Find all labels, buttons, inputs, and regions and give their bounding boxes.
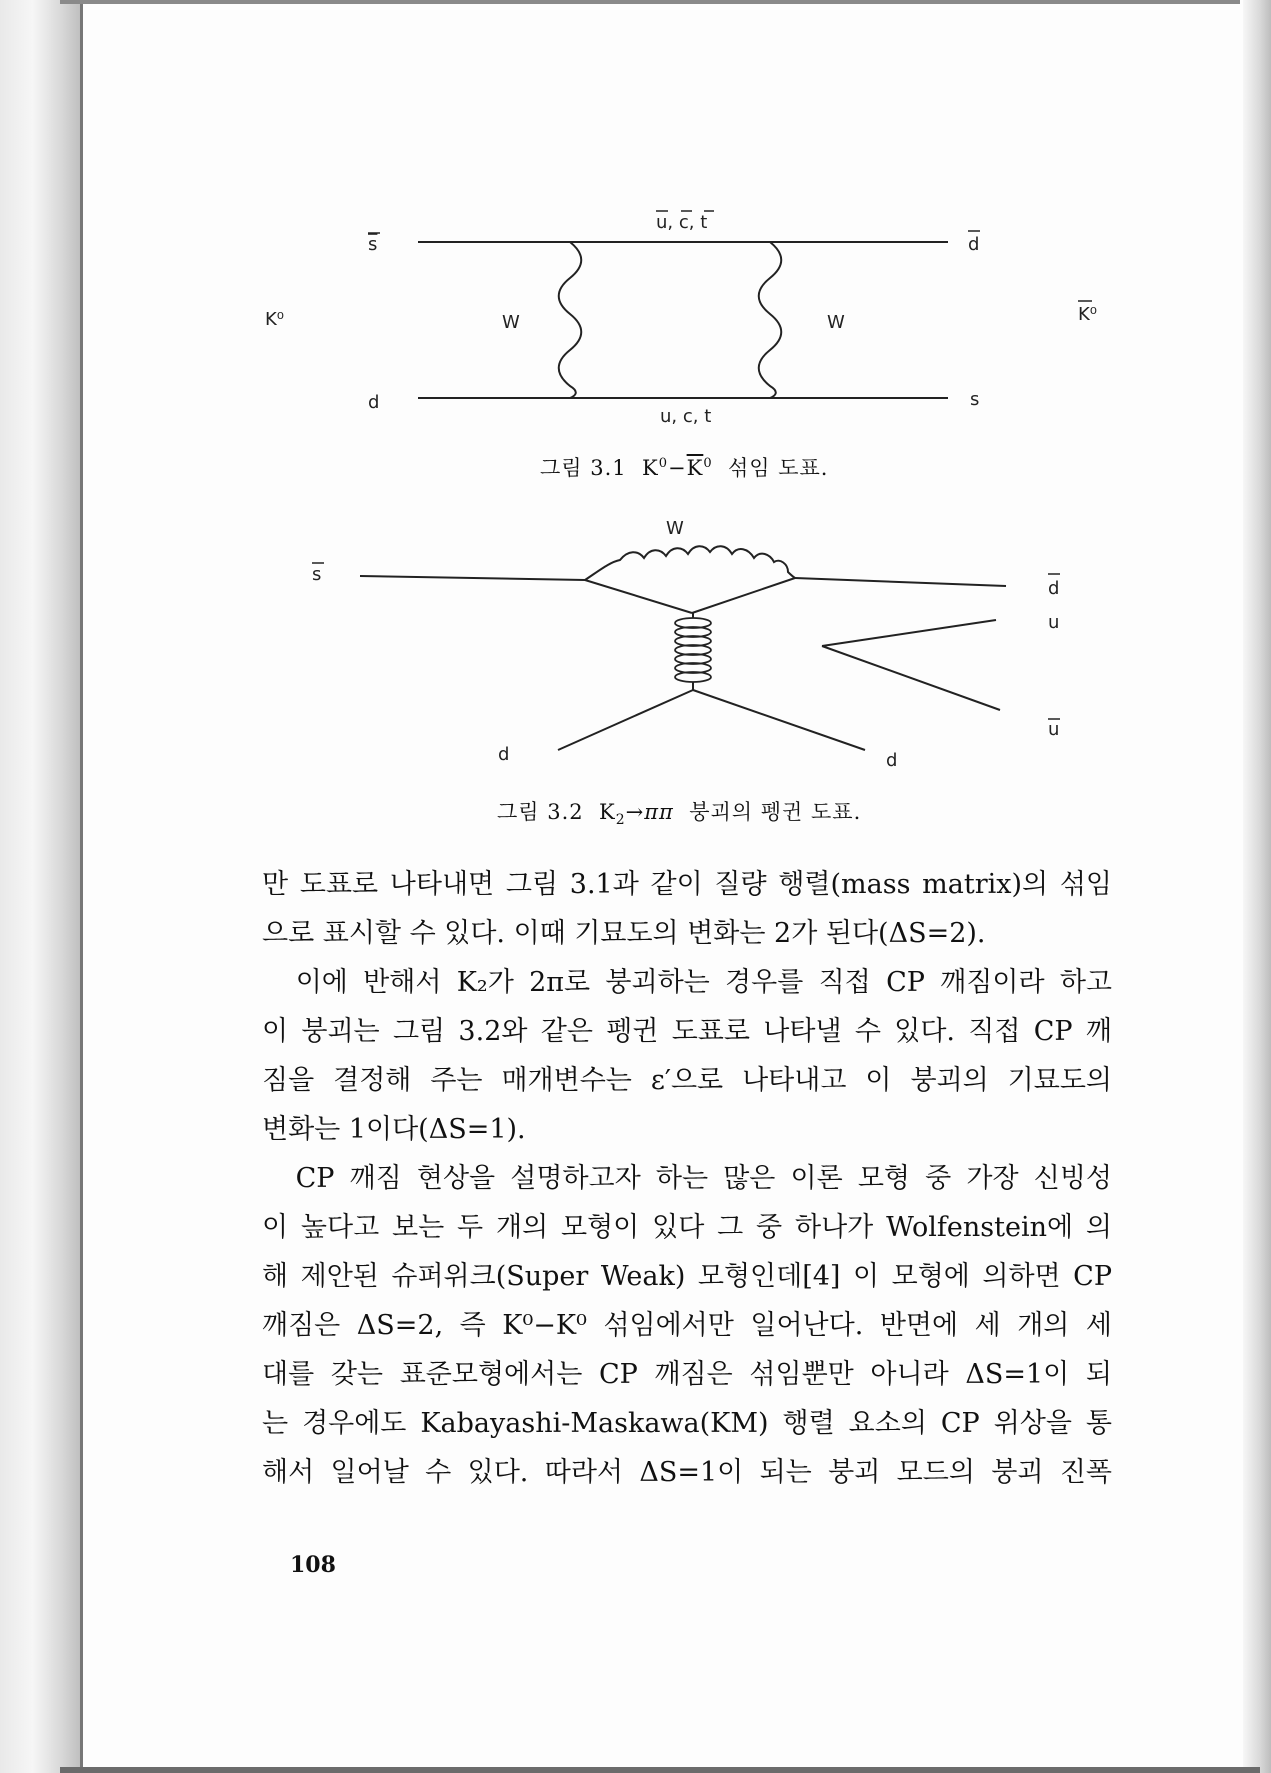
book-spine-shadow (0, 0, 82, 1773)
caption-k0-bar: $\overline{K}$ (686, 456, 704, 480)
figure-3-2-penguin-diagram (300, 510, 1100, 780)
caption-dash: − (668, 456, 687, 480)
text-line: 변화는 1이다(ΔS=1). (262, 1114, 526, 1145)
label-d-bar-out: d (1048, 578, 1060, 599)
label-ucT-bar-top: u, c, t (656, 212, 708, 233)
internal-line-left (585, 580, 692, 613)
caption-pipi: ππ (644, 800, 674, 824)
u-line (822, 620, 996, 646)
w-boson-right (759, 242, 782, 398)
book-spine-edge (80, 0, 83, 1773)
caption-k: K (599, 800, 616, 824)
label-s-bottom-right: s (970, 389, 980, 410)
label-uct-bottom: u, c, t (660, 406, 712, 427)
caption-arrow: → (625, 800, 645, 824)
text-line: 만 도표로 나타내면 그림 3.1과 같이 질량 행렬(mass matrix)의 섞임 (262, 869, 1112, 900)
text-line: 이에 반해서 K₂가 2π로 붕괴하는 경우를 직접 CP 깨짐이라 하고 (262, 967, 1112, 998)
text-line: 이 붕괴는 그림 3.2와 같은 펭귄 도표로 나타낼 수 있다. 직접 CP 깨 (262, 1016, 1112, 1047)
outgoing-d-bar-line (795, 578, 1006, 586)
text-line: 깨짐은 ΔS=2, 즉 K⁰−K⁰ 섞임에서만 일어난다. 반면에 세 개의 세 (262, 1310, 1112, 1341)
text-line: 해 제안된 슈퍼위크(Super Weak) 모형인데[4] 이 모형에 의하면 CP (262, 1261, 1112, 1292)
label-d-left: d (498, 744, 510, 765)
caption-sup-2: 0 (703, 456, 713, 471)
label-w: W (666, 518, 684, 539)
label-u-bar: u (1048, 719, 1060, 740)
text-line: 해서 일어날 수 있다. 따라서 ΔS=1이 되는 붕괴 모드의 붕괴 진폭 (262, 1457, 1112, 1488)
text-line: 이 높다고 보는 두 개의 모형이 있다 그 중 하나가 Wolfenstein에 의 (262, 1212, 1112, 1243)
caption-prefix: 그림 3.2 (497, 800, 584, 824)
label-w-right: W (827, 312, 845, 333)
page-top-border (60, 0, 1240, 4)
gluon-spring (675, 618, 711, 682)
figure-3-1-caption (540, 452, 828, 482)
label-w-left: W (502, 312, 520, 333)
figure-3-2-caption (497, 796, 861, 828)
w-boson-left (559, 242, 582, 398)
w-loop (585, 546, 795, 580)
text-line: 짐을 결정해 주는 매개변수는 ε′으로 나타내고 이 붕괴의 기묘도의 (262, 1065, 1112, 1096)
label-k0-bar-right: K⁰ (1078, 304, 1098, 325)
caption-prefix: 그림 3.1 (540, 456, 627, 480)
label-d-bottom-left: d (368, 392, 380, 413)
text-line: 대를 갖는 표준모형에서는 CP 깨짐은 섞임뿐만 아니라 ΔS=1이 되 (262, 1359, 1112, 1390)
caption-suffix: 섞임 도표. (727, 456, 829, 480)
label-u: u (1048, 612, 1060, 633)
caption-k0: K (642, 456, 659, 480)
text-line: CP 깨짐 현상을 설명하고자 하는 많은 이론 모형 중 가장 신빙성 (262, 1163, 1112, 1194)
figure-3-1-box-diagram (240, 200, 1120, 440)
label-d-bar-top-right: d (968, 234, 980, 255)
incoming-s-line (360, 576, 585, 580)
d-line-left (558, 690, 693, 750)
label-k0-left: K⁰ (265, 309, 285, 330)
text-line: 는 경우에도 Kabayashi-Maskawa(KM) 행렬 요소의 CP 위상을 통 (262, 1408, 1112, 1439)
body-text (262, 860, 1112, 1497)
page-bottom-border (60, 1767, 1260, 1773)
caption-sup-1: 0 (658, 456, 668, 471)
page-right-edge (1243, 0, 1271, 1773)
caption-sub: 2 (615, 812, 626, 829)
page-number: 108 (290, 1552, 336, 1578)
label-s-bar-top-left: s (368, 234, 378, 255)
caption-suffix: 붕괴의 펭귄 도표. (689, 800, 862, 824)
text-line: 으로 표시할 수 있다. 이때 기묘도의 변화는 2가 된다(ΔS=2). (262, 918, 986, 949)
label-d-right: d (886, 750, 898, 771)
u-bar-line (822, 646, 1000, 710)
d-line-right (693, 690, 865, 750)
label-s-bar-in: s (312, 564, 322, 585)
internal-line-right (692, 578, 795, 613)
